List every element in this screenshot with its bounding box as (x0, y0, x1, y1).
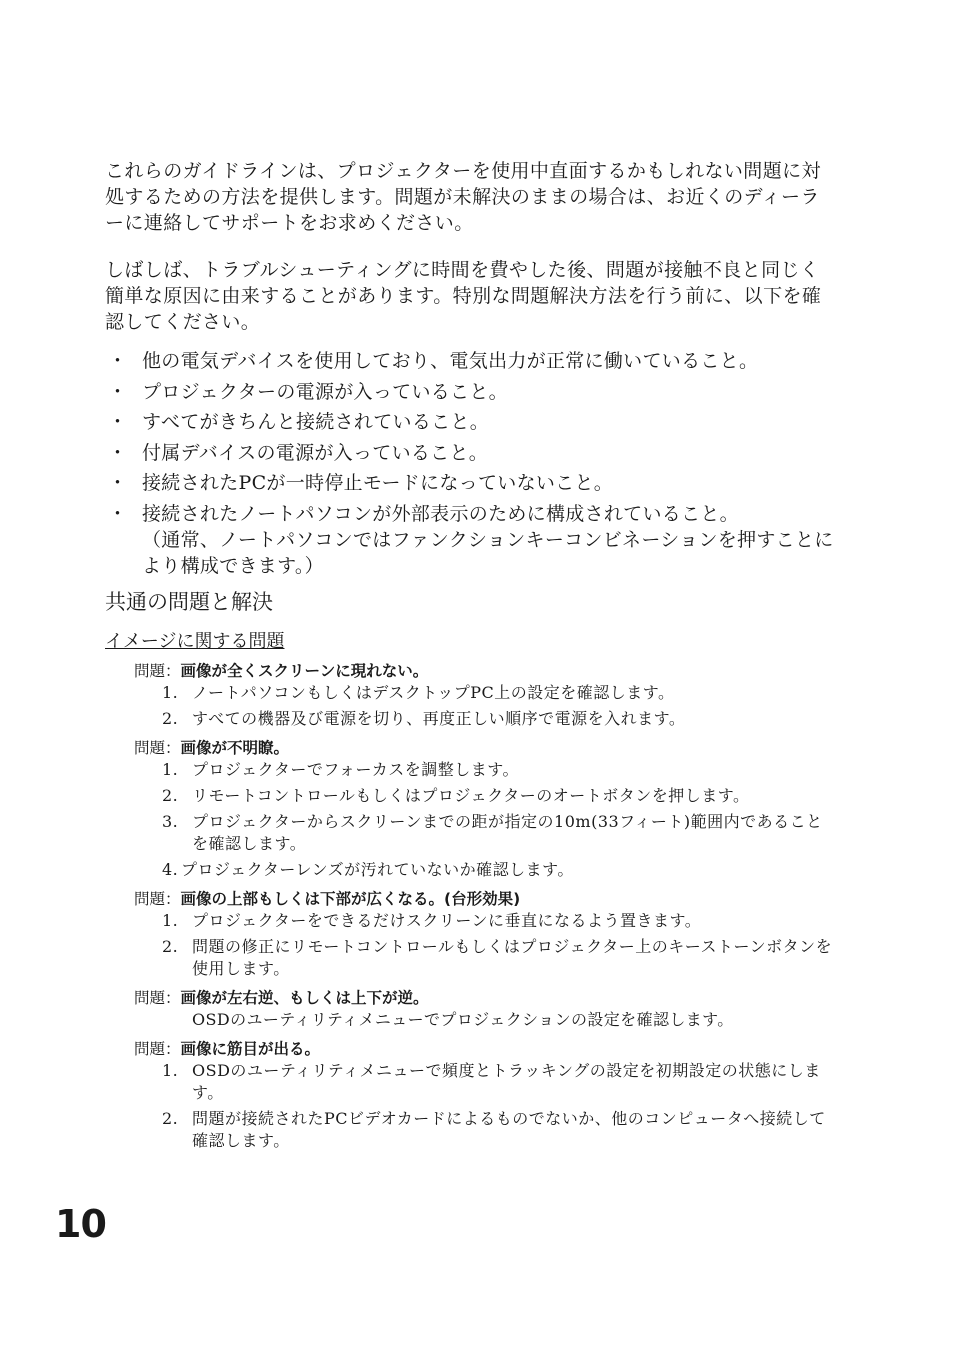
solution-step: 1. ノートパソコンもしくはデスクトップPC上の設定を確認します。 (162, 683, 675, 702)
solution-step: 2. 問題が接続されたPCビデオカードによるものでないか、他のコンピュータへ接続して確認します。 (162, 1109, 826, 1150)
problem-block (134, 987, 834, 1031)
page-number: 10 (55, 1202, 106, 1246)
section-subtitle: イメージに関する問題 (105, 631, 285, 652)
problem-label: 問題： (134, 1040, 181, 1058)
problem-label: 問題： (134, 890, 181, 908)
solution-step: 3. プロジェクターからスクリーンまでの距が指定の10m(33フィート)範囲内であることを確認します。 (162, 812, 823, 853)
problem-list (134, 660, 834, 1159)
problem-heading (134, 737, 834, 759)
bullet-mark: ・ (108, 472, 128, 494)
checklist-item: ・ すべてがきちんと接続されていること。 (108, 411, 490, 433)
checklist-item: ・ 接続されたPCが一時停止モードになっていないこと。 (108, 472, 614, 494)
problem-title: 画像が不明瞭。 (180, 739, 290, 757)
checklist-item: ・ プロジェクターの電源が入っていること。 (108, 380, 508, 403)
problem-block (134, 737, 834, 881)
bullet-mark: ・ (108, 380, 128, 403)
intro-paragraph-1: これらのガイドラインは、プロジェクターを使用中直面するかもしれない問題に対処するための方法を提供します。問題が未解決のままの場合は、お近くのディーラーに連絡してサポートをお求めください。 (105, 160, 821, 234)
solution-steps (134, 910, 834, 980)
checklist-item: ・ 他の電気デバイスを使用しており、電気出力が正常に働いていること。 (108, 350, 759, 372)
problem-label: 問題： (134, 739, 181, 757)
intro-paragraph-2: しばしば、トラブルシューティングに時間を費やした後、問題が接触不良と同じく簡単な原因に由来することがあります。特別な問題解決方法を行う前に、以下を確認してください。 (105, 259, 822, 333)
solution-step: 1. OSDのユーティリティメニューで頻度とトラッキングの設定を初期設定の状態にします。 (162, 1061, 821, 1102)
problem-block (134, 888, 834, 980)
solution-steps (134, 759, 834, 881)
problem-label: 問題： (134, 989, 181, 1007)
section-title: 共通の問題と解決 (105, 590, 273, 614)
checklist-item: ・ 接続されたノートパソコンが外部表示のために構成されていること。 （通常、ノートパソコンではファンクションキーコンビネーションを押すことにより構成できます。） (108, 502, 834, 577)
problem-title: 画像に筋目が出る。 (180, 1040, 321, 1058)
problem-heading (134, 660, 834, 682)
problem-title: 画像が左右逆、もしくは上下が逆。 (180, 989, 429, 1007)
problem-block (134, 1038, 834, 1152)
problem-label: 問題： (134, 662, 181, 680)
bullet-mark: ・ (108, 350, 128, 372)
solution-step: 2. すべての機器及び電源を切り、再度正しい順序で電源を入れます。 (162, 709, 686, 728)
solution-steps (134, 1060, 834, 1152)
problem-title: 画像が全くスクリーンに現れない。 (180, 662, 429, 680)
solution-step: 1. プロジェクターをできるだけスクリーンに垂直になるよう置きます。 (162, 911, 702, 930)
bullet-mark: ・ (108, 502, 128, 525)
checklist-item-note: （通常、ノートパソコンではファンクションキーコンビネーションを押すことにより構成できます。） (142, 528, 834, 577)
bullet-mark: ・ (108, 411, 128, 433)
problem-heading (134, 987, 834, 1009)
solution-step: 4. プロジェクターレンズが汚れていないか確認します。 (162, 860, 574, 879)
solution-step: 1. プロジェクターでフォーカスを調整します。 (162, 760, 519, 779)
problem-title: 画像の上部もしくは下部が広くなる。(台形効果) (180, 890, 521, 908)
checklist (105, 348, 835, 583)
problem-heading (134, 888, 834, 910)
solution-note: OSDのユーティリティメニューでプロジェクションの設定を確認します。 (192, 1010, 734, 1029)
solution-step: 2. 問題の修正にリモートコントロールもしくはプロジェクター上のキーストーンボタンを使用します。 (162, 937, 833, 978)
checklist-item: ・ 付属デバイスの電源が入っていること。 (108, 441, 489, 464)
solution-step: 2. リモートコントロールもしくはプロジェクターのオートボタンを押します。 (162, 786, 750, 805)
solution-steps (134, 682, 834, 730)
problem-heading (134, 1038, 834, 1060)
problem-block (134, 660, 834, 730)
bullet-mark: ・ (108, 441, 128, 464)
